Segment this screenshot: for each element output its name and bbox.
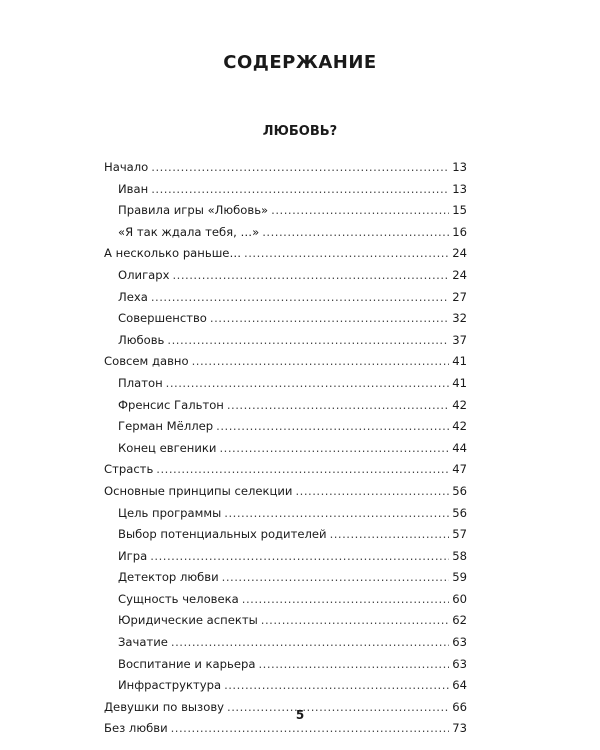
toc-entry-title: Френсис Гальтон	[118, 397, 224, 412]
toc-entry-title: Юридические аспекты	[118, 613, 258, 628]
toc-entry-title: Иван	[118, 181, 149, 196]
toc-entry	[104, 179, 467, 201]
toc-entry	[104, 524, 467, 546]
toc-entry-page: 27	[452, 289, 467, 304]
toc-entry	[104, 395, 467, 417]
toc-entry-title: Девушки по вызову	[104, 699, 225, 714]
toc-entry-page: 63	[452, 635, 467, 650]
page-number: 5	[295, 708, 305, 722]
toc-entry	[104, 373, 467, 395]
toc-entry	[104, 546, 467, 568]
toc-entry-page: 60	[452, 591, 467, 606]
dot-leader	[244, 243, 449, 265]
toc-entry-page: 64	[452, 678, 467, 693]
dot-leader	[151, 179, 449, 201]
toc-entry-page: 56	[452, 483, 467, 498]
dot-leader	[167, 330, 449, 352]
dot-leader	[216, 416, 449, 438]
toc-entry-title: Начало	[104, 160, 149, 174]
toc-entry-title: Цель программы	[118, 505, 222, 520]
toc-entry	[104, 243, 467, 265]
toc-entry	[104, 503, 467, 525]
toc-entry	[104, 200, 467, 222]
section-heading: ЛЮБОВЬ?	[262, 124, 338, 139]
toc-entry-title: Без любви	[104, 721, 168, 736]
dot-leader	[150, 546, 449, 568]
dot-leader	[330, 524, 450, 546]
toc-entry	[104, 330, 467, 352]
dot-leader	[227, 395, 449, 417]
toc-entry-page: 24	[452, 246, 467, 261]
dot-leader	[295, 481, 449, 503]
toc-entry-title: Конец евгеники	[118, 440, 217, 455]
toc-entry-title: Выбор потенциальных родителей	[118, 527, 327, 542]
toc-entry-page: 42	[452, 419, 467, 434]
dot-leader	[262, 222, 449, 244]
toc-entry-page: 13	[452, 160, 467, 174]
toc-entry-page: 58	[452, 548, 467, 563]
toc-entry-page: 41	[452, 375, 467, 390]
toc-entry	[104, 157, 467, 179]
toc-entry	[104, 351, 467, 373]
toc-entry	[104, 222, 467, 244]
toc-entry-page: 66	[452, 699, 467, 714]
toc-entry	[104, 589, 467, 611]
table-of-contents	[104, 157, 467, 740]
toc-entry	[104, 308, 467, 330]
dot-leader	[156, 459, 449, 481]
toc-entry	[104, 675, 467, 697]
dot-leader	[151, 287, 449, 309]
toc-entry	[104, 416, 467, 438]
toc-entry	[104, 481, 467, 503]
toc-entry-title: Любовь	[118, 332, 165, 347]
dot-leader	[219, 438, 449, 460]
toc-entry-page: 37	[452, 332, 467, 347]
toc-entry-title: Совсем давно	[104, 354, 189, 369]
toc-entry-page: 15	[452, 203, 467, 218]
toc-entry-page: 24	[452, 267, 467, 282]
toc-entry-title: Основные принципы селекции	[104, 483, 293, 498]
toc-entry-page: 47	[452, 462, 467, 477]
toc-entry-page: 32	[452, 311, 467, 326]
toc-entry-title: Инфраструктура	[118, 678, 222, 693]
toc-entry-title: Платон	[118, 375, 163, 390]
toc-entry-title: Сущность человека	[118, 591, 239, 606]
toc-entry	[104, 610, 467, 632]
toc-entry-title: Зачатие	[118, 635, 168, 650]
toc-entry	[104, 265, 467, 287]
toc-entry	[104, 287, 467, 309]
toc-entry-title: Детектор любви	[118, 570, 219, 585]
dot-leader	[261, 610, 449, 632]
toc-entry-title: Правила игры «Любовь»	[118, 203, 269, 218]
dot-leader	[173, 265, 450, 287]
toc-entry-page: 13	[452, 181, 467, 196]
toc-entry-page: 62	[452, 613, 467, 628]
contents-title: СОДЕРЖАНИЕ	[223, 52, 377, 73]
toc-entry-page: 57	[452, 527, 467, 542]
dot-leader	[222, 567, 450, 589]
toc-entry-title: Олигарх	[118, 267, 170, 282]
dot-leader	[258, 654, 449, 676]
toc-entry-page: 73	[452, 721, 467, 736]
dot-leader	[242, 589, 449, 611]
toc-entry	[104, 654, 467, 676]
toc-entry-page: 41	[452, 354, 467, 369]
toc-entry-page: 44	[452, 440, 467, 455]
dot-leader	[171, 632, 449, 654]
toc-entry-title: А несколько раньше…	[104, 246, 242, 261]
toc-entry-title: Воспитание и карьера	[118, 656, 256, 671]
dot-leader	[210, 308, 449, 330]
toc-entry	[104, 459, 467, 481]
toc-entry-title: Страсть	[104, 462, 154, 477]
dot-leader	[224, 675, 449, 697]
toc-entry-page: 56	[452, 505, 467, 520]
dot-leader	[166, 373, 450, 395]
toc-entry-title: Игра	[118, 548, 148, 563]
toc-entry	[104, 567, 467, 589]
toc-entry-title: Герман Мёллер	[118, 419, 214, 434]
toc-entry	[104, 438, 467, 460]
toc-entry-page: 59	[452, 570, 467, 585]
toc-entry-title: Совершенство	[118, 311, 207, 326]
toc-entry-page: 16	[452, 224, 467, 239]
dot-leader	[151, 157, 449, 179]
dot-leader	[271, 200, 449, 222]
toc-entry-title: Леха	[118, 289, 148, 304]
dot-leader	[224, 503, 449, 525]
toc-entry-title: «Я так ждала тебя, …»	[118, 224, 260, 239]
toc-entry-page: 63	[452, 656, 467, 671]
toc-entry	[104, 632, 467, 654]
dot-leader	[192, 351, 450, 373]
toc-entry-page: 42	[452, 397, 467, 412]
